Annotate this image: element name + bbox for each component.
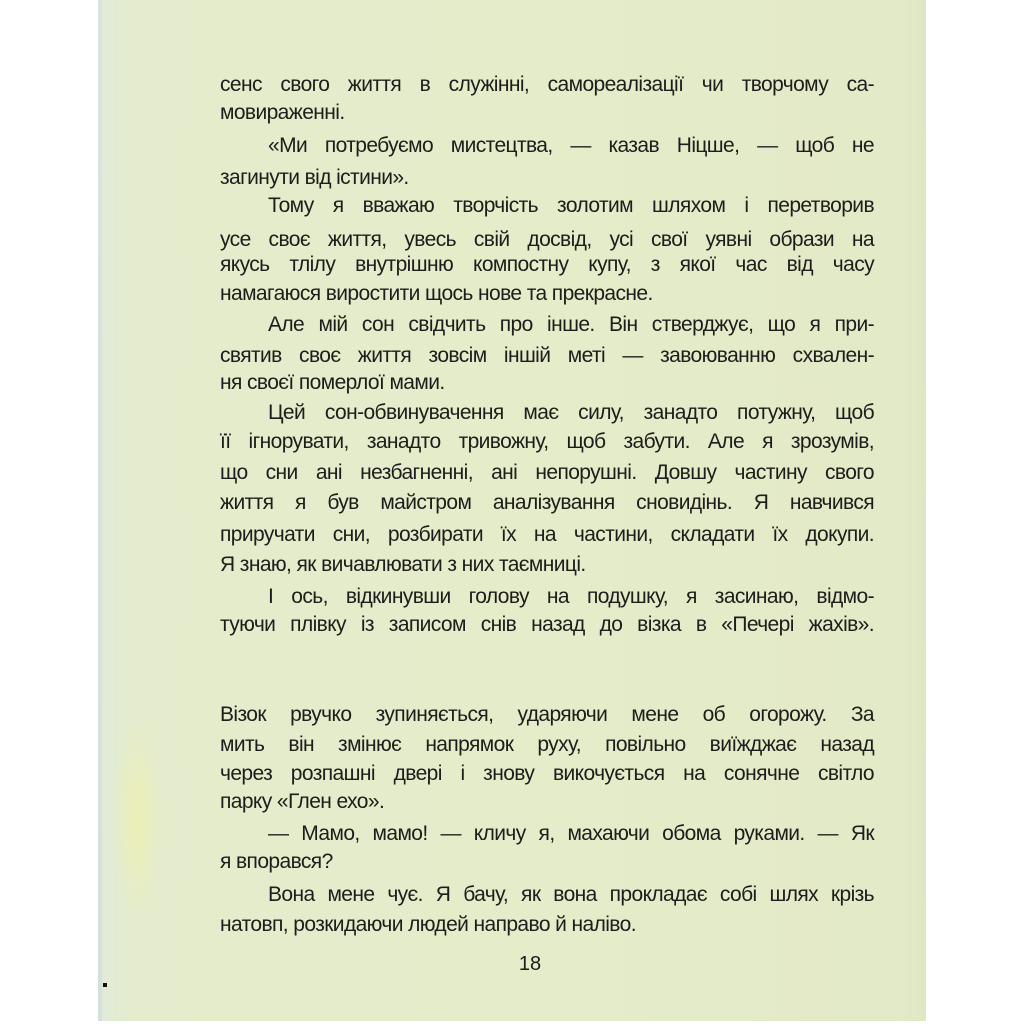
text-line: Тому я вважаю творчість золотим шляхом і перетворив bbox=[268, 194, 874, 217]
text-line: Я знаю, як вичавлювати з них таємниці. bbox=[220, 553, 586, 576]
text-line: життя я був майстром аналізування сновидінь. Я навчився bbox=[220, 491, 874, 514]
text-line: ня своєї померлої мами. bbox=[220, 371, 445, 394]
text-line: загинути від істини». bbox=[220, 166, 409, 189]
text-line: мовираженні. bbox=[220, 101, 345, 124]
text-line: усе своє життя, увесь свій досвід, усі свої уявні образи на bbox=[220, 228, 874, 251]
text-line: — Мамо, мамо! — кличу я, махаючи обома руками. — Як bbox=[268, 822, 874, 845]
page-edge bbox=[98, 0, 102, 1021]
text-line: намагаюся виростити щось нове та прекрасне. bbox=[220, 282, 653, 305]
text-line: «Ми потребуємо мистецтва, — казав Ніцше, — щоб не bbox=[268, 134, 874, 157]
light-reflection bbox=[112, 720, 162, 920]
text-line: туючи плівку із записом снів назад до візка в «Печері жахів». bbox=[220, 613, 874, 636]
text-line: Візок рвучко зупиняється, ударяючи мене об огорожу. За bbox=[220, 703, 874, 726]
text-line: сенс свого життя в служінні, самореалізації чи творчому са- bbox=[220, 73, 874, 96]
text-line: через розпашні двері і знову викочується на сонячне світло bbox=[220, 762, 874, 785]
text-line: І ось, відкинувши голову на подушку, я засинаю, відмо- bbox=[268, 585, 874, 608]
text-line: Цей сон-обвинувачення має силу, занадто потужну, щоб bbox=[268, 401, 874, 424]
text-line: святив своє життя зовсім іншій меті — завоюванню схвален- bbox=[220, 344, 874, 367]
text-line: Вона мене чує. Я бачу, як вона прокладає собі шлях крізь bbox=[268, 883, 874, 906]
text-line: Але мій сон свідчить про інше. Він стверджує, що я при- bbox=[268, 313, 874, 336]
text-line: мить він змінює напрямок руху, повільно виїжджає назад bbox=[220, 733, 874, 756]
text-line: приручати сни, розбирати їх на частини, складати їх докупи. bbox=[220, 523, 874, 546]
page-number: 18 bbox=[518, 953, 542, 975]
text-line: я впорався? bbox=[220, 850, 333, 873]
edge-mark bbox=[103, 983, 107, 987]
text-line: натовп, розкидаючи людей направо й наліво. bbox=[220, 913, 636, 936]
text-line: якусь тлілу внутрішню компостну купу, з якої час від часу bbox=[220, 253, 874, 276]
text-line: що сни ані незбагненні, ані непорушні. Довшу частину свого bbox=[220, 461, 874, 484]
text-line: її ігнорувати, занадто тривожну, щоб забути. Але я зрозумів, bbox=[220, 430, 874, 453]
text-line: парку «Глен ехо». bbox=[220, 790, 385, 813]
